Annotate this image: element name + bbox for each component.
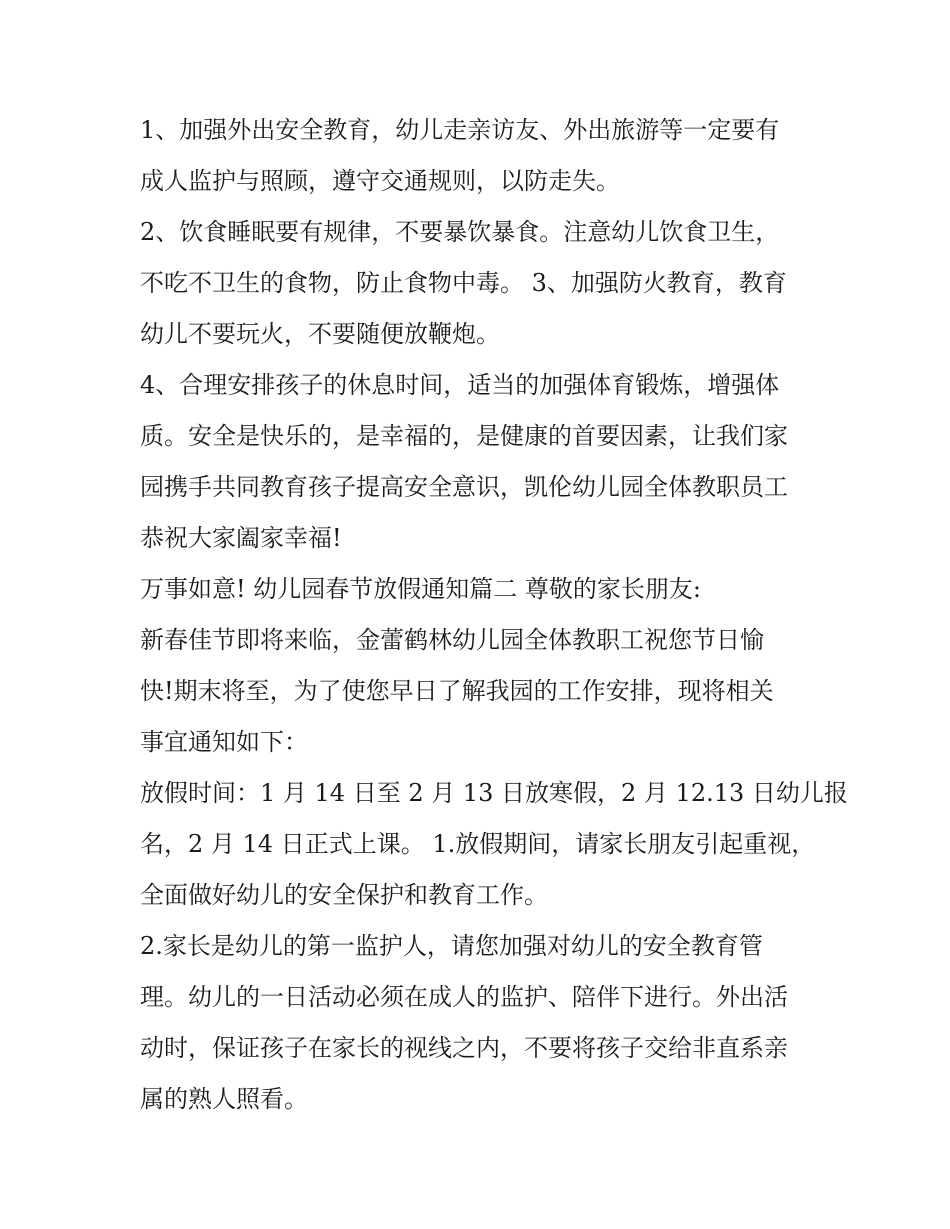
- text-line: 4、合理安排孩子的休息时间，适当的加强体育锻炼，增强体: [140, 371, 780, 399]
- document-body: [140, 105, 848, 1125]
- text-line: 名，2 月 14 日正式上课。 1.放假期间，请家长朋友引起重视，: [140, 830, 816, 858]
- paragraph-safety-outing: [140, 105, 820, 207]
- text-line: 全面做好幼儿的安全保护和教育工作。: [140, 881, 548, 909]
- text-line: 园携手共同教育孩子提高安全意识，凯伦幼儿园全体教职员工: [140, 473, 788, 501]
- text-line: 属的熟人照看。: [140, 1085, 308, 1113]
- text-line: 幼儿不要玩火，不要随便放鞭炮。: [140, 320, 500, 348]
- paragraph-guardian: [140, 921, 820, 1125]
- paragraph-notice-title: [140, 564, 820, 615]
- text-line: 快!期末将至，为了使您早日了解我园的工作安排，现将相关: [140, 677, 774, 705]
- text-line: 新春佳节即将来临，金蕾鹤林幼儿园全体教职工祝您节日愉: [140, 626, 764, 654]
- text-line: 放假时间：1 月 14 日至 2 月 13 日放寒假，2 月 12.13 日幼儿报: [140, 779, 848, 807]
- paragraph-greeting: [140, 615, 820, 768]
- paragraph-diet-fire: [140, 207, 820, 360]
- text-line: 事宜通知如下：: [140, 728, 308, 756]
- text-line: 质。安全是快乐的，是幸福的，是健康的首要因素，让我们家: [140, 422, 788, 450]
- text-line: 2.家长是幼儿的第一监护人，请您加强对幼儿的安全教育管: [140, 932, 763, 960]
- text-line: 不吃不卫生的食物，防止食物中毒。 3、加强防火教育，教育: [140, 269, 787, 297]
- text-line: 万事如意! 幼儿园春节放假通知篇二 尊敬的家长朋友:: [140, 575, 701, 603]
- text-line: 2、饮食睡眠要有规律，不要暴饮暴食。注意幼儿饮食卫生，: [140, 218, 780, 246]
- text-line: 恭祝大家阖家幸福!: [140, 524, 342, 552]
- text-line: 1、加强外出安全教育，幼儿走亲访友、外出旅游等一定要有: [140, 116, 780, 144]
- text-line: 理。幼儿的一日活动必须在成人的监护、陪伴下进行。外出活: [140, 983, 788, 1011]
- paragraph-rest-exercise: [140, 360, 820, 564]
- text-line: 动时，保证孩子在家长的视线之内，不要将孩子交给非直系亲: [140, 1034, 788, 1062]
- text-line: 成人监护与照顾，遵守交通规则，以防走失。: [140, 167, 620, 195]
- paragraph-holiday-time: [140, 768, 848, 921]
